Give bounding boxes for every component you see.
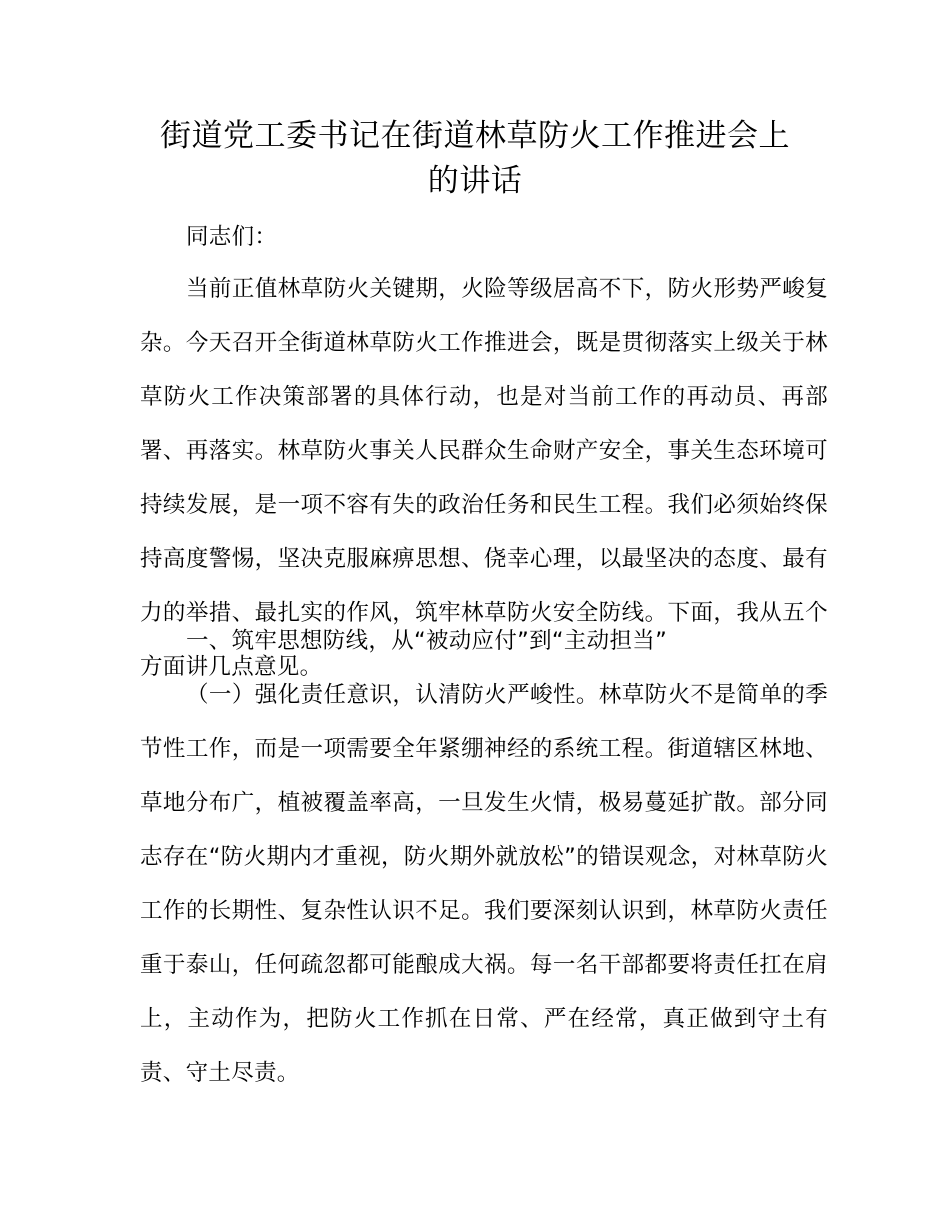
document-title-line2: 的讲话 xyxy=(427,163,523,199)
section-heading: 一、筑牢思想防线，从“被动应付”到“主动担当” xyxy=(186,628,668,654)
document-title-line1: 街道党工委书记在街道林草防火工作推进会上 xyxy=(160,118,790,154)
greeting: 同志们： xyxy=(186,224,278,250)
body-paragraph: （一）强化责任意识，认清防火严峻性。林草防火不是简单的季节性工作，而是一项需要全年紧绷神经的系统工程。街道辖区林地、草地分布广，植被覆盖率高，一旦发生火情，极易蔓延扩散。部分同志存在“防火期内才重视，防火期外就放松”的错误观念，对林草防火工作的长期性、复杂性认识不足。我们要深刻认识到，林草防火责任重于泰山，任何疏忽都可能酿成大祸。每一名干部都要将责任扛在肩上，主动作为，把防火工作抓在日常、严在经常，真正做到守土有责、守土尽责。 xyxy=(140,682,828,1086)
intro-paragraph: 当前正值林草防火关键期，火险等级居高不下，防火形势严峻复杂。今天召开全街道林草防火工作推进会，既是贯彻落实上级关于林草防火工作决策部署的具体行动，也是对当前工作的再动员、再部署、再落实。林草防火事关人民群众生命财产安全，事关生态环境可持续发展，是一项不容有失的政治任务和民生工程。我们必须始终保持高度警惕，坚决克服麻痹思想、侥幸心理，以最坚决的态度、最有力的举措、最扎实的作风，筑牢林草防火安全防线。下面，我从五个方面讲几点意见。 xyxy=(140,276,828,680)
